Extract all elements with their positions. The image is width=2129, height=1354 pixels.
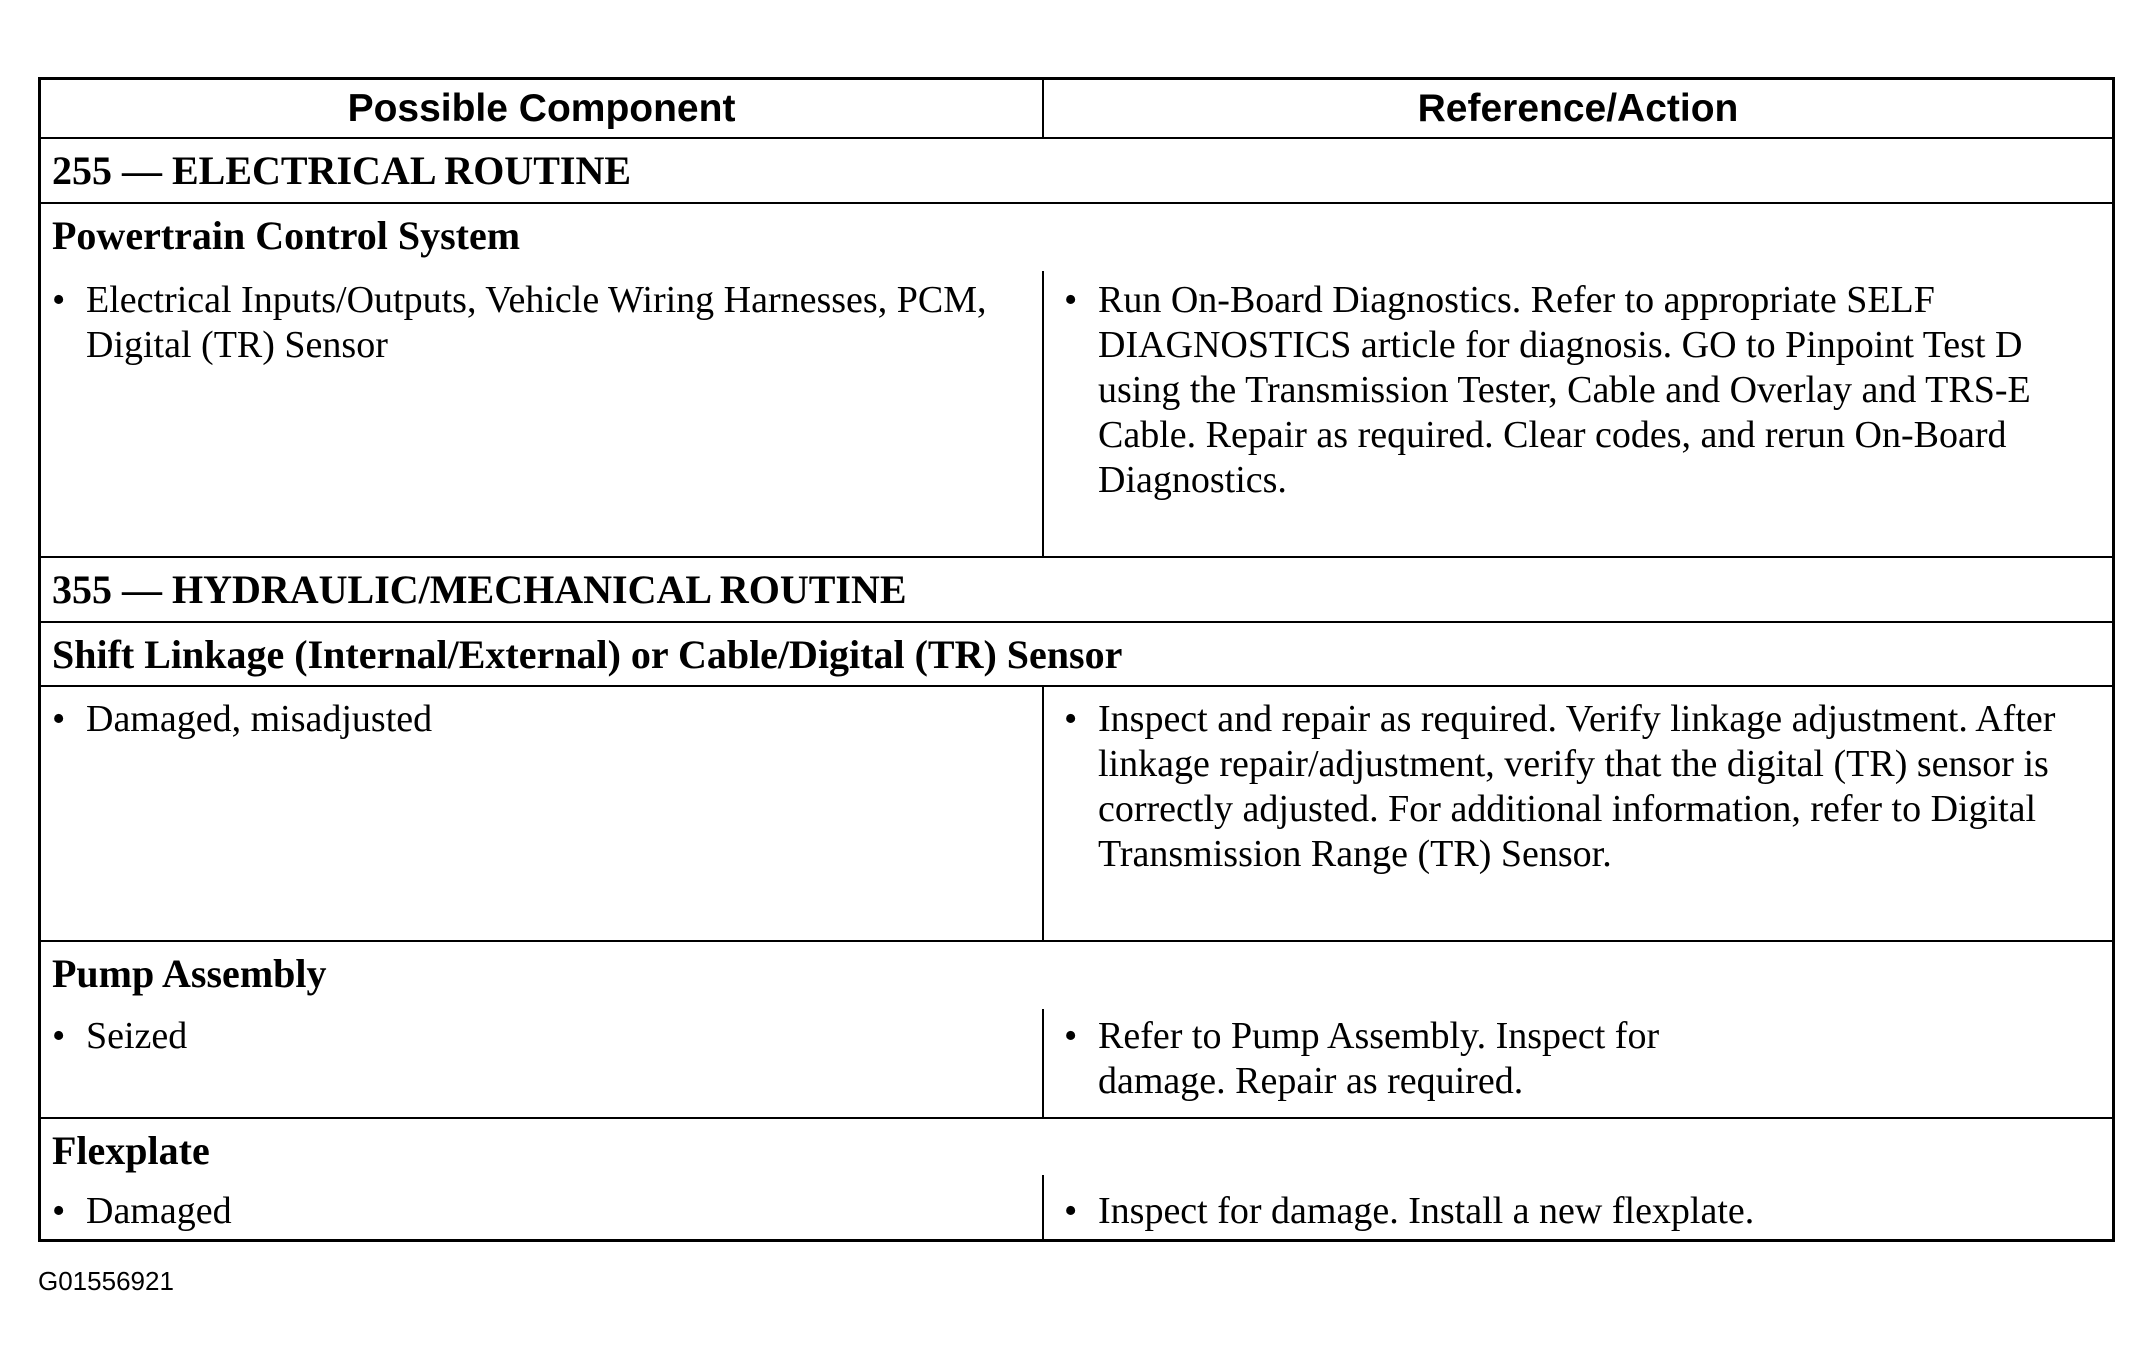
list-item <box>52 1014 1027 1059</box>
column-divider <box>1042 271 1044 556</box>
bullet-icon: • <box>1064 698 1078 740</box>
action-text: Inspect for damage. Install a new flexplate. <box>1098 1190 1755 1232</box>
action-cell <box>1064 1189 2099 1234</box>
bullet-icon: • <box>52 279 66 321</box>
column-divider <box>1042 1175 1044 1239</box>
figure-id: G01556921 <box>38 1266 174 1296</box>
action-text: Inspect and repair as required. Verify linkage adjustment. After linkage repair/adjustment, verify that the digital (TR) sensor is correctly adjusted. For additional information, refer to Digital Transmission Range (TR) Sensor. <box>1098 698 2056 875</box>
divider <box>41 685 2112 687</box>
component-cell <box>52 278 1027 368</box>
header-possible-component: Possible Component <box>347 87 736 130</box>
action-text: Refer to Pump Assembly. Inspect for damage. Repair as required. <box>1098 1015 1660 1102</box>
routine-heading-355: 355 — HYDRAULIC/MECHANICAL ROUTINE <box>41 558 2112 623</box>
group-pump-assembly <box>41 942 2112 1119</box>
list-item <box>1064 278 2099 503</box>
action-text: Run On-Board Diagnostics. Refer to appropriate SELF DIAGNOSTICS article for diagnosis. GO to Pinpoint Test D using the Transmission Tester, Cable and Overlay and TRS-E Cable. Repair as required. Clear codes, and rerun On-Board Diagnostics. <box>1098 279 2031 501</box>
component-cell <box>52 697 1027 742</box>
action-cell <box>1064 1014 1784 1104</box>
bullet-icon: • <box>52 1015 66 1057</box>
action-cell <box>1064 697 2099 877</box>
component-cell <box>52 1189 1027 1234</box>
component-cell <box>52 1014 1027 1059</box>
routine-heading-255: 255 — ELECTRICAL ROUTINE <box>41 139 2112 204</box>
group-title: Shift Linkage (Internal/External) or Cable/Digital (TR) Sensor <box>52 632 1123 677</box>
group-title: Powertrain Control System <box>52 213 521 258</box>
table-header-row <box>41 80 2112 139</box>
list-item <box>52 1189 1027 1234</box>
bullet-icon: • <box>1064 279 1078 321</box>
list-item <box>52 697 1027 742</box>
header-reference-action: Reference/Action <box>1417 87 1739 130</box>
list-item <box>1064 697 2099 877</box>
list-item <box>1064 1014 1784 1104</box>
list-item <box>1064 1189 2099 1234</box>
component-text: Damaged <box>86 1190 232 1232</box>
group-title: Flexplate <box>52 1128 210 1173</box>
bullet-icon: • <box>52 698 66 740</box>
bullet-icon: • <box>1064 1190 1078 1232</box>
diagnostic-table <box>38 77 2115 1242</box>
group-powertrain-control-system <box>41 204 2112 558</box>
action-cell <box>1064 278 2099 503</box>
list-item <box>52 278 1027 368</box>
group-title: Pump Assembly <box>52 951 327 996</box>
bullet-icon: • <box>52 1190 66 1232</box>
column-divider <box>1042 1009 1044 1117</box>
bullet-icon: • <box>1064 1015 1078 1057</box>
component-text: Seized <box>86 1015 188 1057</box>
column-divider <box>1042 687 1044 940</box>
component-text: Damaged, misadjusted <box>86 698 433 740</box>
group-shift-linkage <box>41 623 2112 942</box>
component-text: Electrical Inputs/Outputs, Vehicle Wiring Harnesses, PCM, Digital (TR) Sensor <box>86 279 987 366</box>
group-flexplate <box>41 1119 2112 1239</box>
